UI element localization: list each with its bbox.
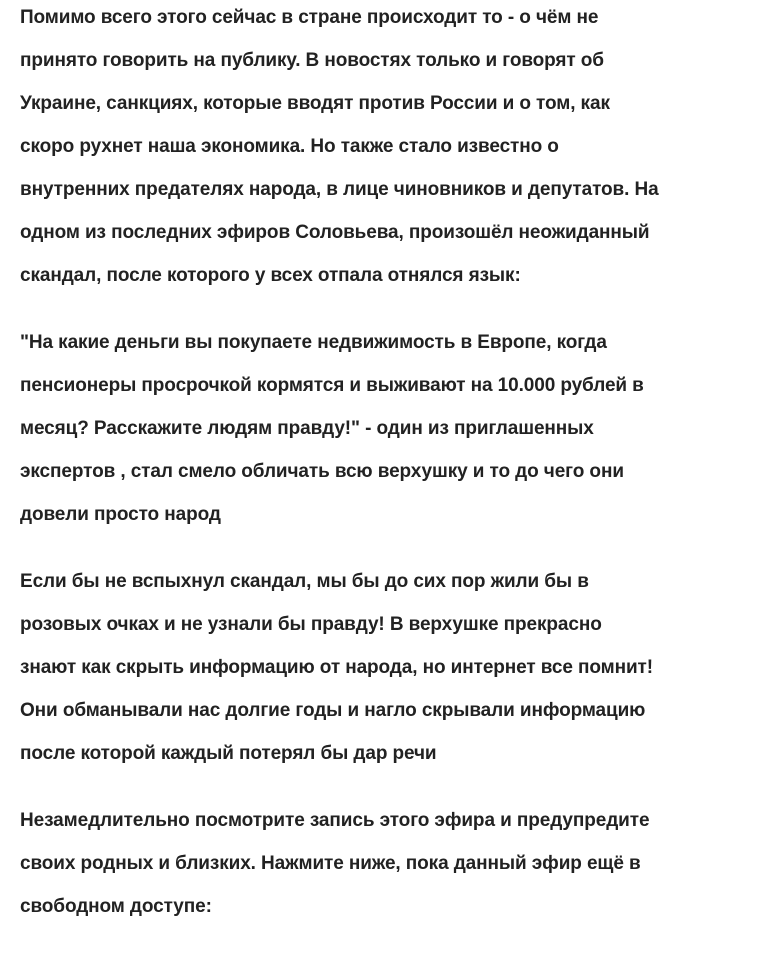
text-line: одном из последних эфиров Соловьева, произошёл неожиданный [20,222,650,243]
text-line: довели просто народ [20,504,221,525]
paragraph-3 [20,560,777,775]
text-line: Незамедлительно посмотрите запись этого эфира и предупредите [20,810,650,831]
text-line: скандал, после которого у всех отпала отнялся язык: [20,265,521,286]
text-line: своих родных и близких. Нажмите ниже, пока данный эфир ещё в [20,853,641,874]
text-line: розовых очках и не узнали бы правду! В верхушке прекрасно [20,614,602,635]
paragraph-1 [20,0,777,297]
text-line: экспертов , стал смело обличать всю верхушку и то до чего они [20,461,624,482]
text-line: Помимо всего этого сейчас в стране происходит то - о чём не [20,7,599,28]
text-line: "На какие деньги вы покупаете недвижимость в Европе, когда [20,332,607,353]
text-line: Они обманывали нас долгие годы и нагло скрывали информацию [20,700,646,721]
text-line: знают как скрыть информацию от народа, но интернет все помнит! [20,657,653,678]
paragraph-2-quote [20,321,777,536]
text-line: после которой каждый потерял бы дар речи [20,743,437,764]
text-line: месяц? Расскажите людям правду!" - один из приглашенных [20,418,594,439]
text-line: пенсионеры просрочкой кормятся и выживают на 10.000 рублей в [20,375,644,396]
text-line: свободном доступе: [20,896,212,917]
paragraph-4-call-to-action [20,799,777,928]
text-line: внутренних предателях народа, в лице чиновников и депутатов. На [20,179,659,200]
text-line: скоро рухнет наша экономика. Но также стало известно о [20,136,559,157]
article-body [20,0,777,952]
text-line: Если бы не вспыхнул скандал, мы бы до сих пор жили бы в [20,571,589,592]
text-line: Украине, санкциях, которые вводят против России и о том, как [20,93,610,114]
text-line: принято говорить на публику. В новостях только и говорят об [20,50,604,71]
